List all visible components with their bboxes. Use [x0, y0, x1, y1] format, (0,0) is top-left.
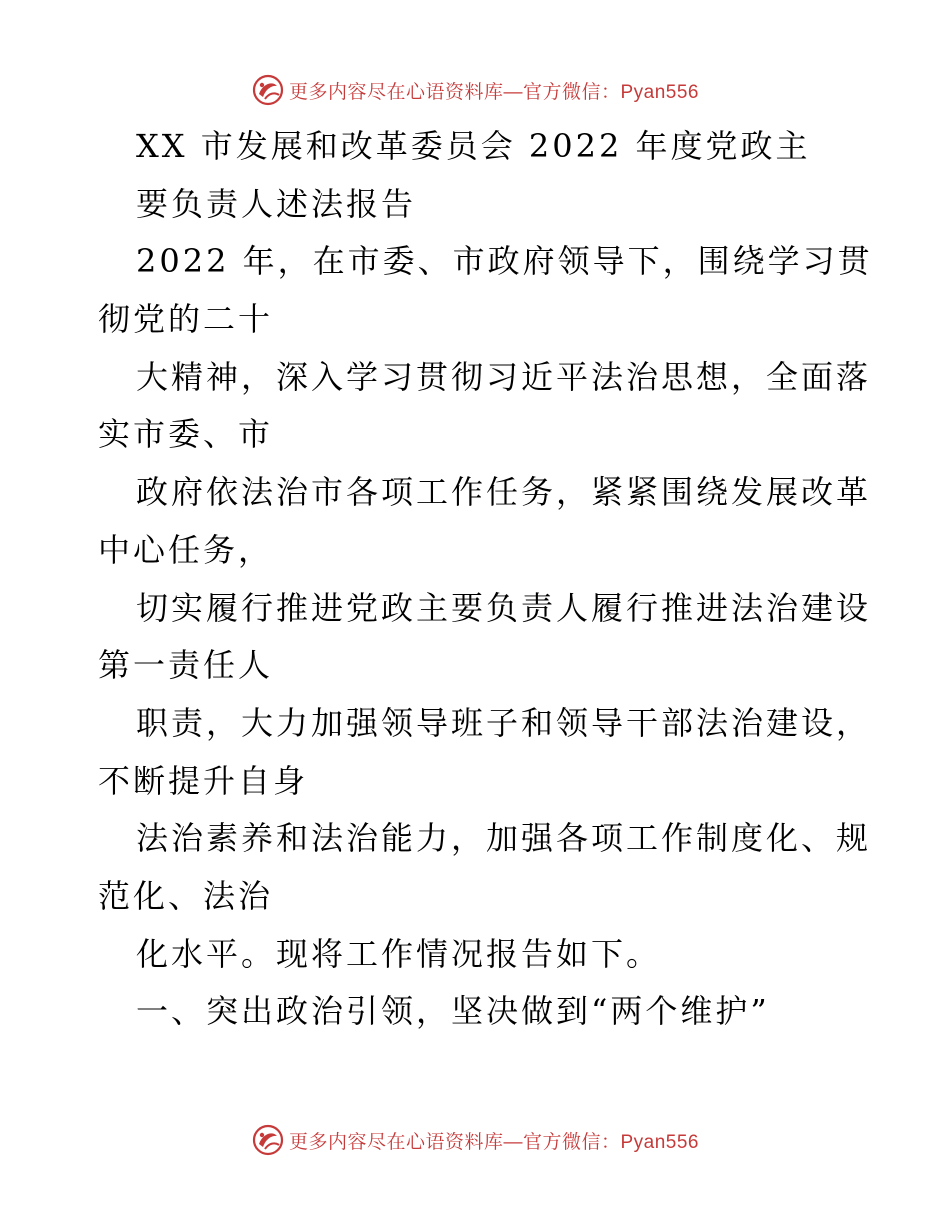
doc-paragraph-line: 彻党的二十	[98, 300, 274, 339]
doc-paragraph-line: 范化、法治	[98, 876, 274, 915]
red-swirl-logo-icon	[251, 73, 285, 107]
watermark-text: 更多内容尽在心语资料库—官方微信：Pyan556	[288, 1131, 699, 1153]
section-heading-1: 一、突出政治引领，坚决做到“两个维护”	[136, 992, 770, 1031]
doc-paragraph-line: 法治素养和法治能力，加强各项工作制度化、规	[136, 819, 872, 858]
red-swirl-logo-icon	[251, 1123, 285, 1157]
doc-paragraph-line: 职责，大力加强领导班子和领导干部法治建设，	[136, 703, 872, 742]
doc-paragraph-line: 化水平。现将工作情况报告如下。	[136, 934, 662, 973]
doc-paragraph-line: 切实履行推进党政主要负责人履行推进法治建设	[136, 588, 872, 627]
doc-title-line-1: XX 市发展和改革委员会 2022 年度党政主	[136, 127, 811, 165]
doc-title-line-2: 要负责人述法报告	[136, 184, 417, 223]
doc-paragraph-line: 第一责任人	[98, 646, 274, 685]
footer-watermark	[0, 1120, 950, 1160]
header-watermark	[0, 70, 950, 110]
watermark-text: 更多内容尽在心语资料库—官方微信：Pyan556	[288, 81, 699, 103]
doc-paragraph-line: 实市委、市	[98, 415, 274, 454]
doc-paragraph-line: 不断提升自身	[98, 761, 309, 800]
doc-paragraph-line: 大精神，深入学习贯彻习近平法治思想，全面落	[136, 357, 872, 396]
doc-paragraph-line: 中心任务，	[98, 530, 274, 569]
document-body	[98, 118, 873, 1041]
doc-paragraph-line: 政府依法治市各项工作任务，紧紧围绕发展改革	[136, 473, 872, 512]
doc-paragraph-line: 2022 年，在市委、市政府领导下，围绕学习贯	[136, 242, 873, 281]
